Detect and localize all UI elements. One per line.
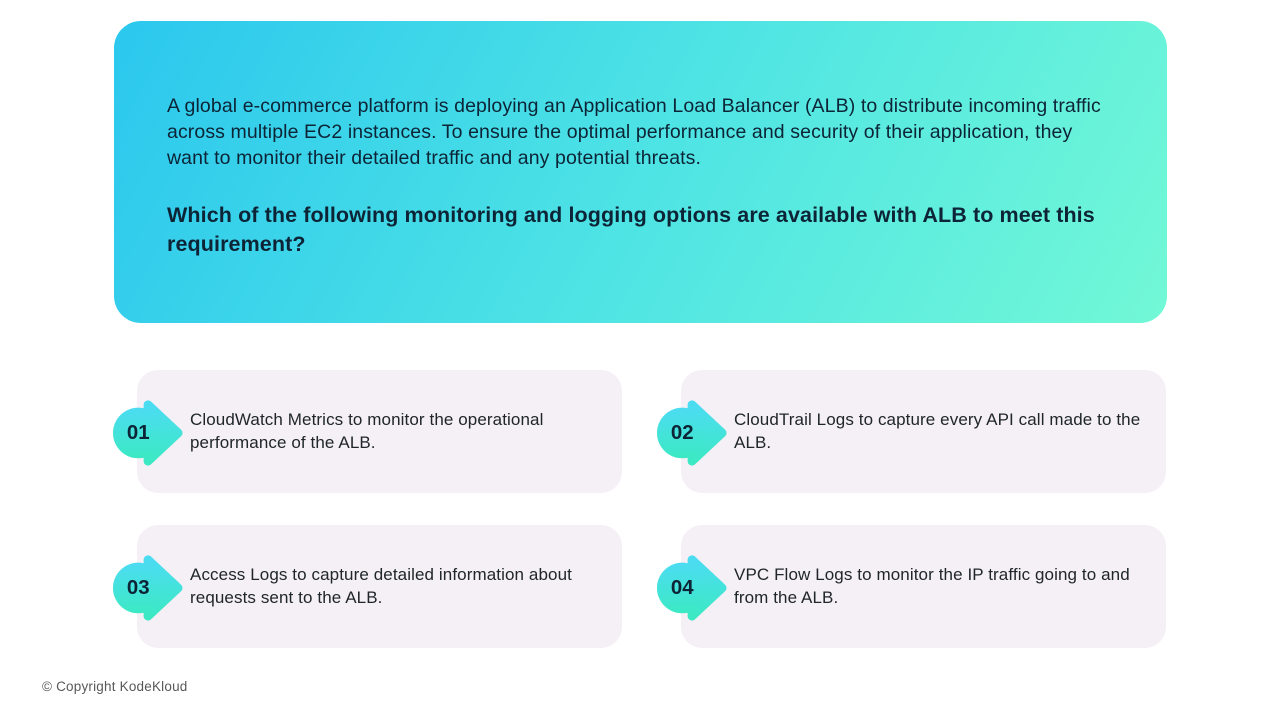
option-number-badge-icon [656, 551, 728, 623]
option-number-badge-icon [656, 396, 728, 468]
option-number: 04 [670, 576, 694, 599]
option-number: 03 [126, 576, 150, 599]
scenario-text: A global e-commerce platform is deploying an Application Load Balancer (ALB) to distribute incoming traffic across multiple EC2 instances. To ensure the optimal performance and security of their application, they want to monitor their detailed traffic and any potential threats. [167, 95, 1101, 169]
option-card-01[interactable] [126, 370, 622, 493]
option-label: CloudWatch Metrics to monitor the operational performance of the ALB. [190, 410, 544, 452]
option-label: VPC Flow Logs to monitor the IP traffic going to and from the ALB. [734, 565, 1130, 607]
option-card-02[interactable] [670, 370, 1166, 493]
option-label: Access Logs to capture detailed information about requests sent to the ALB. [190, 565, 572, 607]
copyright-notice: © Copyright KodeKloud [42, 679, 188, 694]
option-card-03[interactable] [126, 525, 622, 648]
option-number-badge-icon [112, 396, 184, 468]
option-card-04[interactable] [670, 525, 1166, 648]
option-number: 02 [670, 421, 694, 444]
option-label: CloudTrail Logs to capture every API call made to the ALB. [734, 410, 1141, 452]
option-number: 01 [126, 421, 150, 444]
question-card [114, 21, 1167, 323]
question-text: Which of the following monitoring and logging options are available with ALB to meet this requirement? [167, 203, 1095, 256]
option-number-badge-icon [112, 551, 184, 623]
